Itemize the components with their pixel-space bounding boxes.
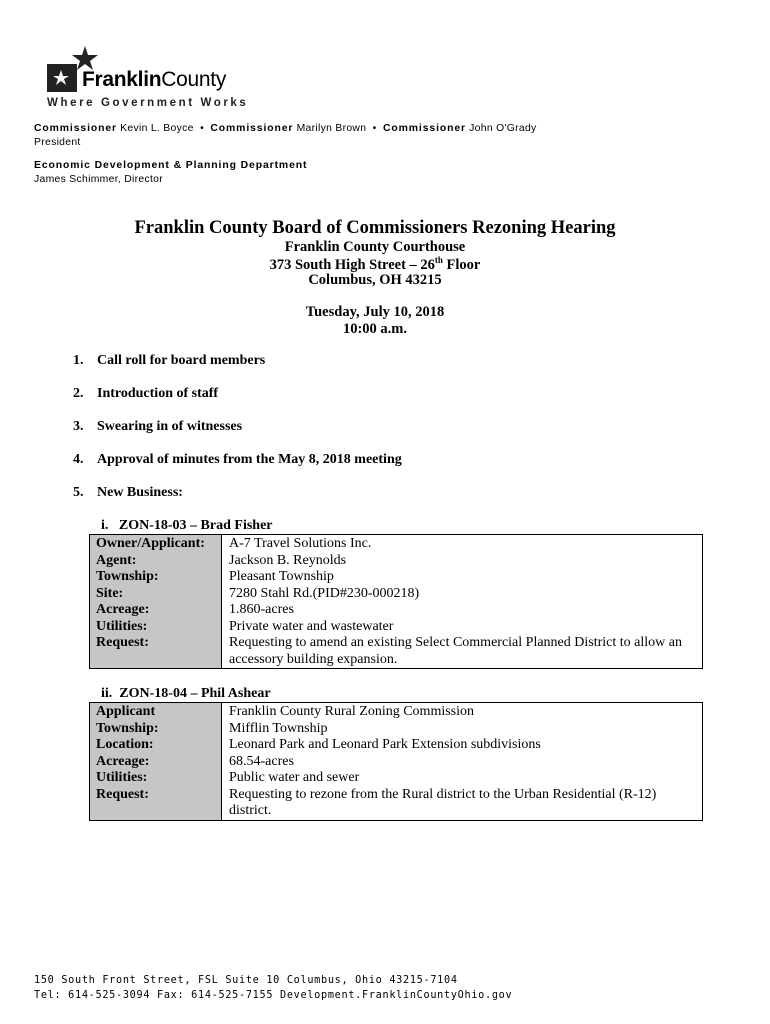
row-value: Leonard Park and Leonard Park Extension subdivisions (229, 737, 541, 752)
row-value: Public water and sewer (229, 770, 360, 785)
venue-city: Columbus, OH 43215 (308, 272, 442, 288)
row-label: Township: (90, 569, 222, 586)
row-value: Private water and wastewater (229, 618, 394, 634)
row-value: Pleasant Township (229, 569, 334, 584)
case-heading: i. ZON-18-03 – Brad Fisher (101, 518, 273, 533)
row-label: Agent: (90, 553, 222, 570)
table-row (90, 619, 702, 636)
director-name: James Schimmer, Director (34, 174, 164, 185)
table-row (90, 754, 702, 771)
table-row (90, 737, 702, 754)
agenda-item: 2. Introduction of staff (73, 386, 219, 401)
row-value: 7280 Stahl Rd.(PID#230-000218) (229, 585, 420, 601)
page-title: Franklin County Board of Commissioners Rezoning Hearing (134, 218, 616, 238)
row-label: Owner/Applicant: (90, 535, 222, 553)
case-table (89, 534, 703, 669)
row-value: Requesting to rezone from the Rural district to the Urban Residential (R-12) district. (229, 786, 657, 818)
row-label: Request: (90, 635, 222, 668)
table-row (90, 770, 702, 787)
footer-contact: Tel: 614-525-3094 Fax: 614-525-7155 Development.FranklinCountyOhio.gov (34, 990, 513, 1001)
table-row (90, 569, 702, 586)
venue-address: 373 South High Street – 26th Floor (269, 255, 481, 273)
case-heading: ii. ZON-18-04 – Phil Ashear (101, 686, 271, 701)
row-label: Location: (90, 737, 222, 754)
logo-tagline: Where Government Works (47, 97, 249, 109)
row-value: 68.54-acres (229, 753, 294, 769)
meeting-time: 10:00 a.m. (342, 321, 408, 337)
meeting-date: Tuesday, July 10, 2018 (305, 304, 445, 320)
table-row (90, 586, 702, 603)
row-label: Utilities: (90, 619, 222, 636)
row-value: Franklin County Rural Zoning Commission (229, 704, 475, 719)
row-label: Utilities: (90, 770, 222, 787)
department-name: Economic Development & Planning Department (34, 160, 308, 171)
row-label: Acreage: (90, 602, 222, 619)
case-table (89, 702, 703, 821)
president-label: President (34, 137, 81, 148)
row-value: Requesting to amend an existing Select Commercial Planned District to allow an accessory building expansion. (229, 635, 682, 667)
footer-address: 150 South Front Street, FSL Suite 10 Columbus, Ohio 43215-7104 (34, 975, 458, 986)
table-row (90, 787, 702, 820)
row-label: Site: (90, 586, 222, 603)
table-row (90, 635, 702, 668)
agenda-item: 4. Approval of minutes from the May 8, 2018 meeting (73, 452, 402, 467)
table-row (90, 553, 702, 570)
table-row (90, 535, 702, 553)
franklin-county-logo (42, 42, 249, 114)
agenda-item: 1. Call roll for board members (73, 353, 266, 368)
commissioners-line: Commissioner Kevin L. Boyce • Commissioner Marilyn Brown • Commissioner John O'Grady (34, 123, 537, 134)
table-row (90, 721, 702, 738)
row-label: Township: (90, 721, 222, 738)
row-label: Request: (90, 787, 222, 820)
row-label: Applicant (90, 703, 222, 721)
row-value: 1.860-acres (229, 602, 294, 617)
row-value: Mifflin Township (229, 720, 328, 736)
logo-wordmark: FranklinCounty (82, 68, 227, 91)
agenda-item: 3. Swearing in of witnesses (73, 419, 243, 434)
table-row (90, 602, 702, 619)
row-value: A-7 Travel Solutions Inc. (229, 536, 372, 551)
row-label: Acreage: (90, 754, 222, 771)
agenda-item: 5. New Business: (73, 485, 183, 500)
venue: Franklin County Courthouse (284, 239, 466, 255)
row-value: Jackson B. Reynolds (229, 552, 347, 568)
table-row (90, 703, 702, 721)
